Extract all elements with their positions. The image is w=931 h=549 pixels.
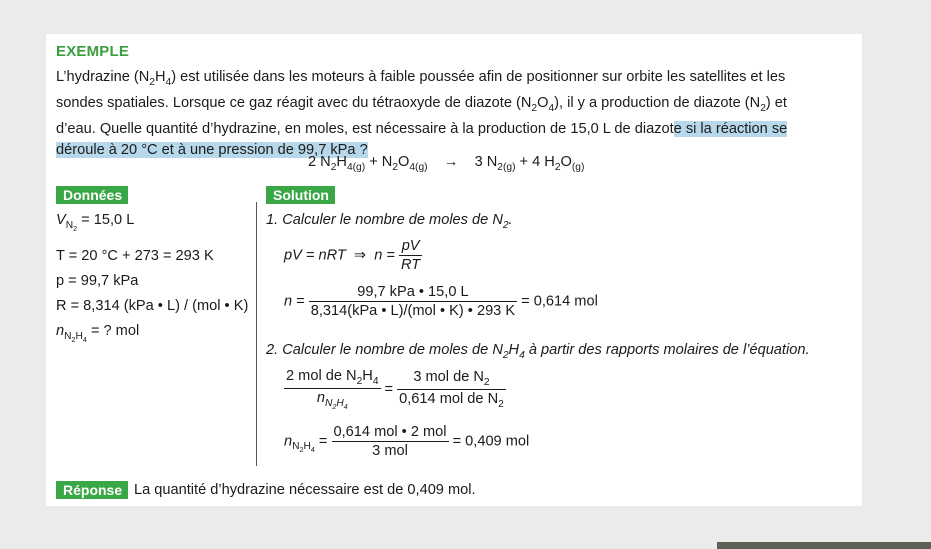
step-2-heading: 2. Calculer le nombre de moles de $N_2H_4$ à partir des rapports molaires de l’équation. [266,342,810,361]
equation-subscript: (g) [571,161,585,173]
data-gas-constant: R = 8,314 (kPa • L) / (mol • K) [56,298,249,314]
problem-text: sondes spatiales. Lorsque ce gaz réagit avec du tétraoxyde de diazote (N [56,94,532,111]
calc-fraction [332,424,449,459]
data-value: = ? mol [90,323,140,339]
chemical-equation: 2 $N_2H_{4(g)} + N_2O_{4(g)}$ → 3 $N_{2(g)} + 4$ $H_2O_{(g)}$ [308,154,585,173]
data-volume: $V_{N_2} = 15,0$ L [56,212,135,233]
highlighted-text: e si la réaction se [673,120,788,137]
problem-text: ), il y a production de diazote (N [554,94,761,111]
problem-text: O [537,94,549,111]
step-text: 2. Calculer le nombre de moles de N [266,342,503,358]
equation-term: H [336,154,347,170]
example-card [46,34,862,506]
donnees-label: Données [56,186,128,204]
calc-result: = 0,409 mol [452,433,530,450]
step-text: à partir des rapports molaires de l’équation. [524,342,810,358]
column-divider [256,202,257,466]
step-text: . [508,212,513,228]
fraction-numerator: 0,614 mol • 2 mol [333,424,447,440]
ideal-gas-law [284,238,422,273]
formula-text: n = [374,247,395,264]
fraction-denominator: 3 mol [372,443,408,459]
fraction-numerator: pV [399,238,422,256]
fraction-denominator: RT [401,257,421,273]
example-title: EXEMPLE [56,43,130,60]
highlighted-text: déroule à 20 °C et à une pression de 99,7 kPa ? [56,141,368,158]
formula-fraction [399,238,422,273]
step-1-heading [266,212,513,231]
equation-subscript: 4(g) [346,161,366,173]
data-temperature: T = 20 °C + 273 = 293 K [56,248,214,264]
mole-ratio: $\frac{2 mol de N_2H_4}{n_{N_2H_4}}$ = $\frac{3 mol de N_2}{0,614 mol de N_2}$ [286,368,504,411]
equation-term: O [398,154,410,170]
equation-term: + 4 H [515,154,555,170]
solution-label: Solution [266,186,335,204]
calc-fraction [309,284,517,319]
problem-text: L’hydrazine (N [56,69,150,85]
reponse-label: Réponse [56,481,128,499]
equation-term: 2 N [308,154,331,170]
equation-term: O [560,154,572,170]
fraction-numerator: 99,7 kPa • 15,0 L [309,284,517,302]
ratio-fraction-right: $\frac{3 mol de N_2}{0,614 mol de N_2}$ [399,369,504,410]
ratio-fraction-left: $\frac{2 mol de N_2H_4}{n_{N_2H_4}}$ [286,368,379,411]
data-unknown: $n_{N_2H_4}$ = ? mol [56,323,140,344]
problem-text: ) est utilisée dans les moteurs à faible poussée afin de positionner sur orbite les satellites et les [171,69,786,85]
moles-n2-calc: n = $\frac{\text{99,7 kPa • 15,0 L}}{\text{8,314(kPa • L)/(mol • K) • 293 K}}$ = 0,614 mol [284,284,598,319]
fraction-denominator: 8,314(kPa • L)/(mol • K) • 293 K [310,303,516,319]
problem-paragraph: L’hydrazine $(N_2H_4)$ est utilisée dans les moteurs à faible poussée afin de positionner sur orbite les satellites et les sondes spatiales. Lorsque ce gaz réagit avec du tétraoxyde de diazote $(N_2O_4)$, il y a production de diazote $(N_2)$ et d’eau. Quelle quantité d’hydrazine, en moles, est nécessaire à la production de 15,0 L de diazote si la réaction se déroule à 20 °C et à une pression de 99,7 kPa ? [56,69,788,158]
problem-text: ) et [765,94,787,111]
fraction-numerator: 3 mol de N [413,369,484,386]
equation-subscript: 2(g) [497,161,516,173]
answer-text: La quantité d’hydrazine nécessaire est de 0,409 mol. [134,482,476,498]
moles-n2h4-calc: $n_{N_2H_4}$ = $\frac{\text{0,614 mol • 2 mol}}{\text{3 mol}}$ = 0,409 mol [284,424,530,459]
data-pressure: p = 99,7 kPa [56,273,139,289]
equation-term: 3 N [474,154,498,170]
data-value: = 15,0 L [81,212,135,228]
decorative-bottom-bar [717,542,931,549]
calc-result: = 0,614 mol [521,293,598,310]
side-decoration [862,0,931,549]
problem-text: d’eau. Quelle quantité d’hydrazine, en moles, est nécessaire à la production de 15,0 L de diazot [56,120,674,137]
fraction-denominator: 0,614 mol de N [399,390,499,407]
step-text: H [508,342,520,358]
problem-text: H [154,69,166,85]
implies-arrow: ⇒ [353,247,367,264]
step-text: 1. Calculer le nombre de moles de N [266,212,503,228]
equation-term: + N [365,154,393,170]
reaction-arrow: → [443,154,459,170]
fraction-numerator: 2 mol de N [286,368,357,384]
equation-subscript: 4(g) [409,161,428,173]
step-subscript: 2 [502,219,509,231]
formula-text: pV = nRT [284,247,346,264]
